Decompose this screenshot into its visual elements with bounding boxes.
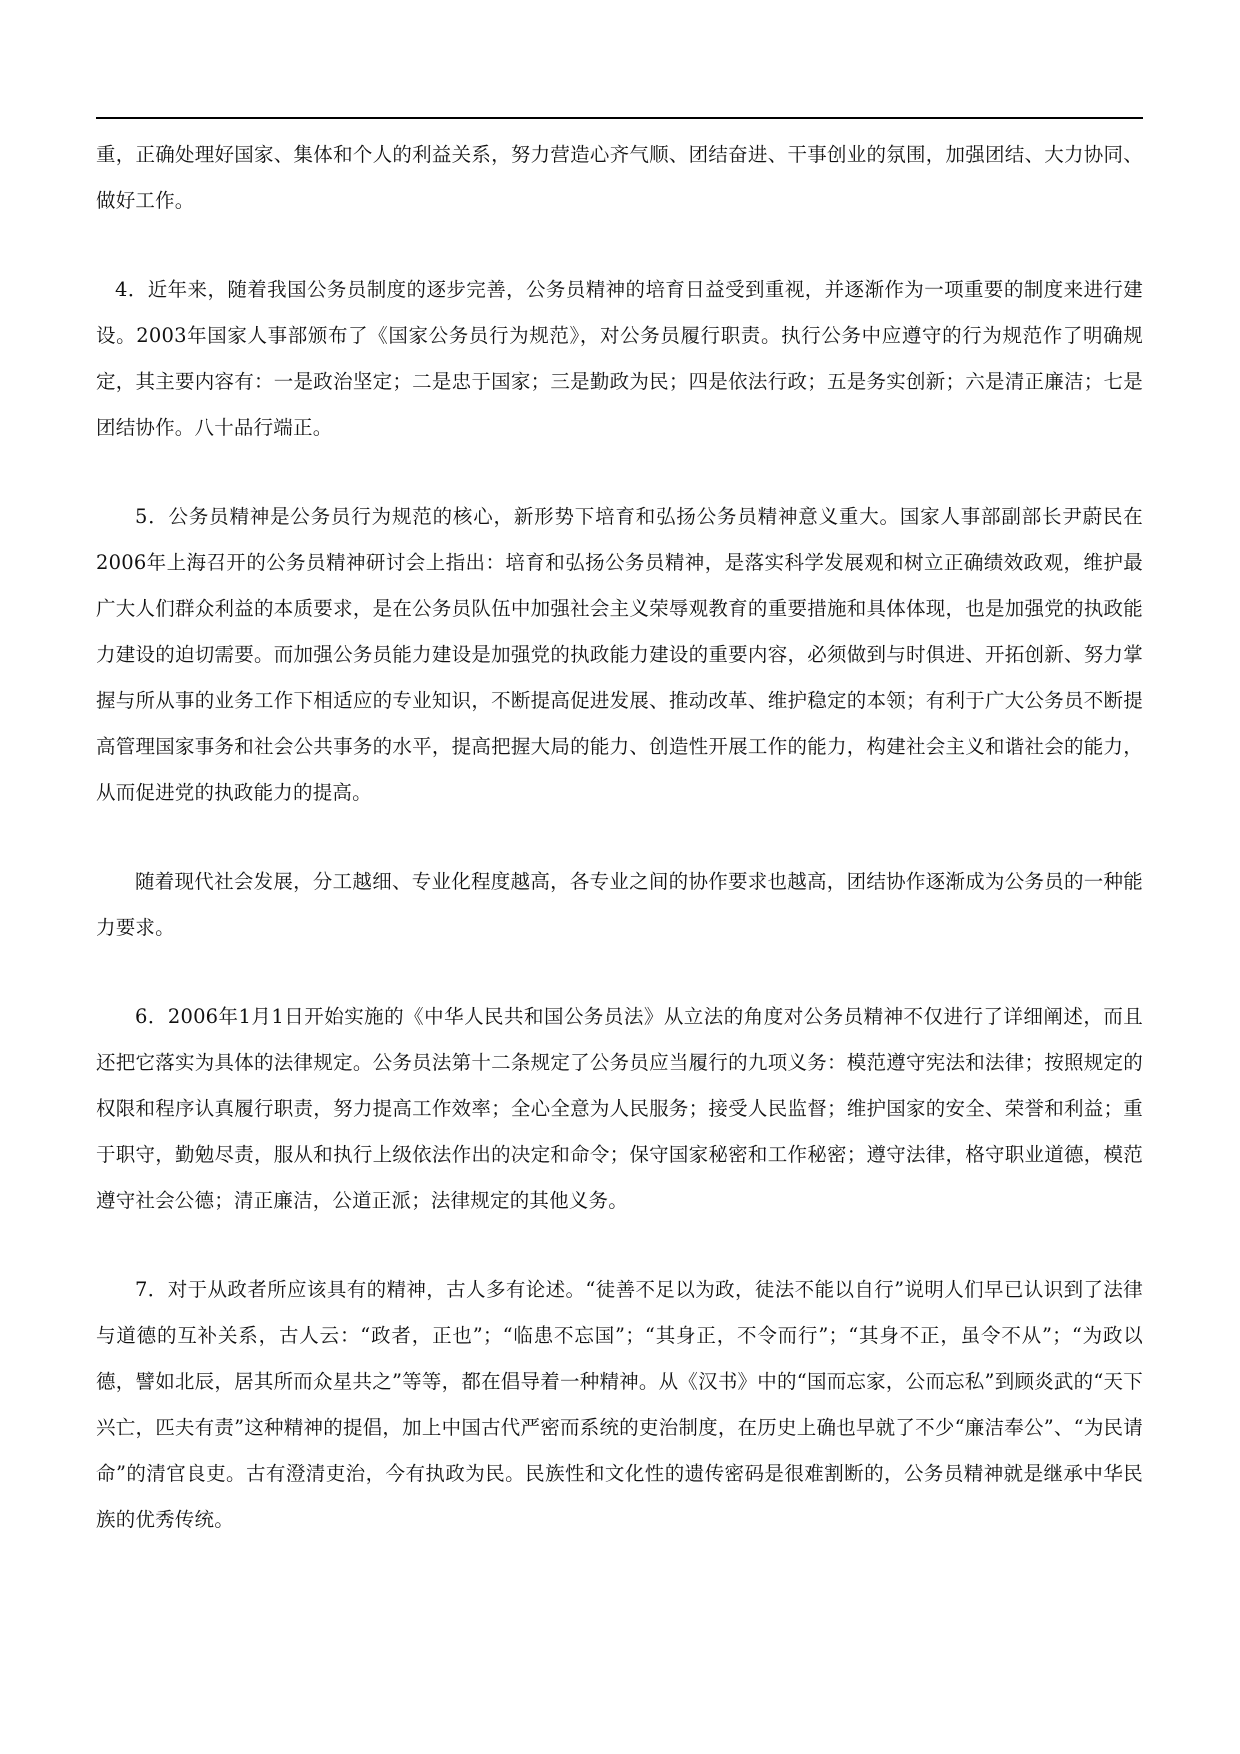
paragraph-continuation: 重，正确处理好国家、集体和个人的利益关系，努力营造心齐气顺、团结奋进、干事创业的氛围，加强团结、大力协同、做好工作。: [96, 143, 1143, 212]
header-rule: [96, 117, 1143, 119]
paragraph-item-7: 7．对于从政者所应该具有的精神，古人多有论述。“徒善不足以为政，徒法不能以自行”说明人们早已认识到了法律与道德的互补关系，古人云：“政者，正也”；“临患不忘国”；“其身正，不令而行”；“其身不正，虽令不从”；“为政以德，譬如北辰，居其所而众星共之”等等，都在倡导着一种精神。从《汉书》中的“国而忘家，公而忘私”到顾炎武的“天下兴亡，匹夫有责”这种精神的提倡，加上中国古代严密而系统的吏治制度，在历史上确也早就了不少“廉洁奉公”、“为民请命”的清官良吏。古有澄清吏治，今有执政为民。民族性和文化性的遗传密码是很难割断的，公务员精神就是继承中华民族的优秀传统。: [96, 1278, 1143, 1531]
paragraph-item-5: 5．公务员精神是公务员行为规范的核心，新形势下培育和弘扬公务员精神意义重大。国家人事部副部长尹蔚民在2006年上海召开的公务员精神研讨会上指出：培育和弘扬公务员精神，是落实科学发展观和树立正确绩效政观，维护最广大人们群众利益的本质要求，是在公务员队伍中加强社会主义荣辱观教育的重要措施和具体体现，也是加强党的执政能力建设的迫切需要。而加强公务员能力建设是加强党的执政能力建设的重要内容，必须做到与时俱进、开拓创新、努力掌握与所从事的业务工作下相适应的专业知识，不断提高促进发展、推动改革、维护稳定的本领；有利于广大公务员不断提高管理国家事务和社会公共事务的水平，提高把握大局的能力、创造性开展工作的能力，构建社会主义和谐社会的能力，从而促进党的执政能力的提高。: [96, 505, 1143, 804]
paragraph-teamwork: 随着现代社会发展，分工越细、专业化程度越高，各专业之间的协作要求也越高，团结协作逐渐成为公务员的一种能力要求。: [96, 870, 1143, 939]
paragraph-item-6: 6．2006年1月1日开始实施的《中华人民共和国公务员法》从立法的角度对公务员精神不仅进行了详细阐述，而且还把它落实为具体的法律规定。公务员法第十二条规定了公务员应当履行的九项义务：模范遵守宪法和法律；按照规定的权限和程序认真履行职责，努力提高工作效率；全心全意为人民服务；接受人民监督；维护国家的安全、荣誉和利益；重于职守，勤勉尽责，服从和执行上级依法作出的决定和命令；保守国家秘密和工作秘密；遵守法律，格守职业道德，模范遵守社会公德；清正廉洁，公道正派；法律规定的其他义务。: [96, 1005, 1143, 1212]
document-body: [96, 132, 1143, 1586]
paragraph-item-4: 4．近年来，随着我国公务员制度的逐步完善，公务员精神的培育日益受到重视，并逐渐作为一项重要的制度来进行建设。2003年国家人事部颁布了《国家公务员行为规范》，对公务员履行职责。执行公务中应遵守的行为规范作了明确规定，其主要内容有：一是政治坚定；二是忠于国家；三是勤政为民；四是依法行政；五是务实创新；六是清正廉洁；七是团结协作。八十品行端正。: [96, 278, 1143, 439]
